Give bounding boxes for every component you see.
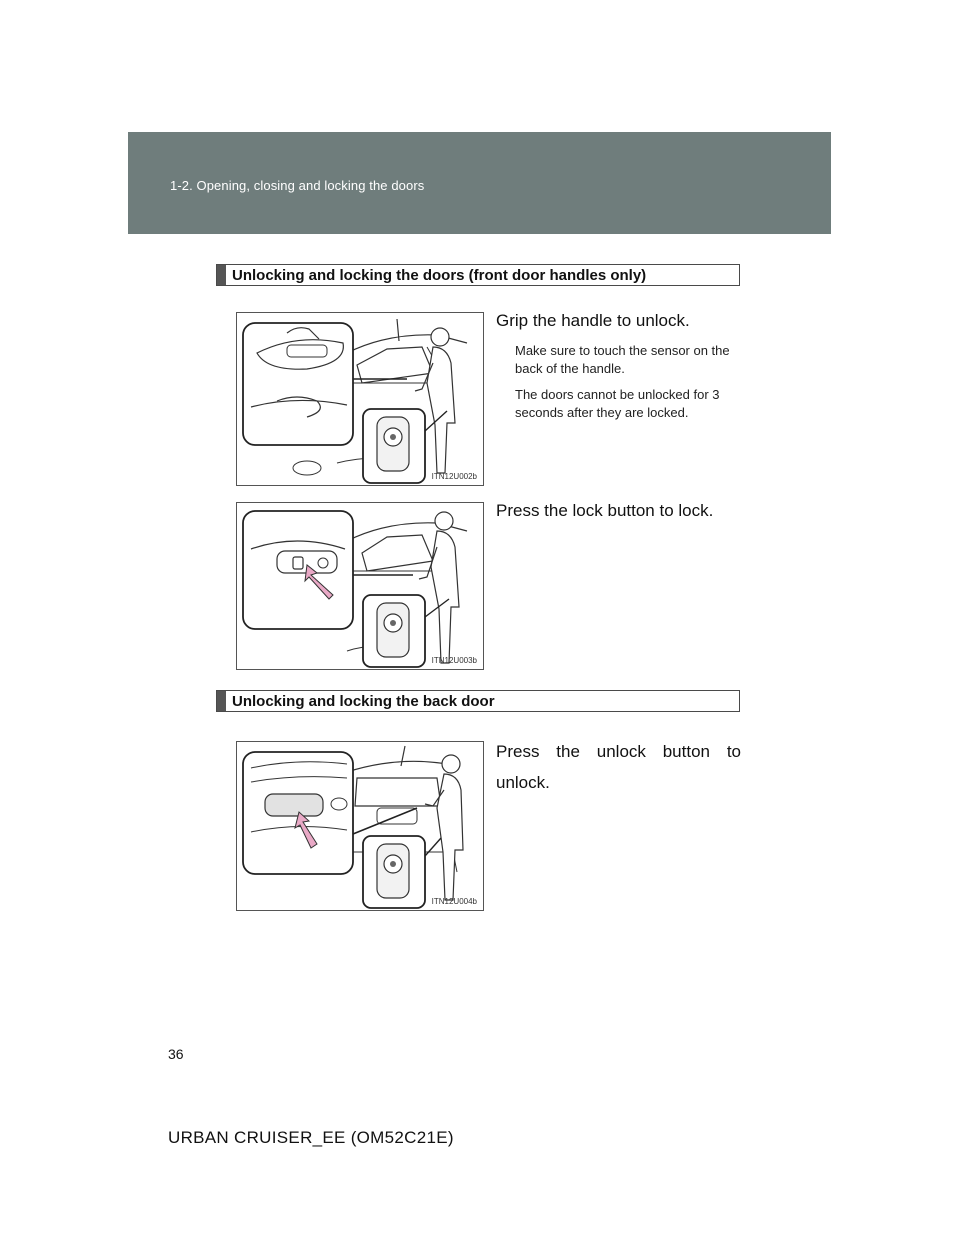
section-heading-back-door [216, 690, 740, 712]
section-heading-text: Unlocking and locking the back door [232, 692, 495, 710]
chapter-title: 1-2. Opening, closing and locking the doors [170, 178, 425, 193]
step-text-back-door-unlock: Press the unlock button to unlock. [496, 742, 741, 792]
note-sensor: Make sure to touch the sensor on the back of the handle. [515, 343, 730, 376]
section-heading-front-doors [216, 264, 740, 286]
chapter-header [128, 132, 831, 234]
section-heading-text: Unlocking and locking the doors (front door handles only) [232, 266, 647, 284]
figure-code: ITN12U003b [431, 656, 477, 665]
figure-code: ITN12U004b [431, 897, 477, 906]
illustration-grip-handle [237, 313, 483, 485]
illustration-lock-button [237, 503, 483, 669]
heading-marker [217, 265, 226, 285]
footer-model: URBAN CRUISER_EE (OM52C21E) [168, 1128, 454, 1147]
figure-grip-handle-unlock [236, 312, 484, 486]
figure-back-door-unlock [236, 741, 484, 911]
note-lock-delay: The doors cannot be unlocked for 3 seconds after they are locked. [515, 387, 720, 420]
figure-code: ITN12U002b [431, 472, 477, 481]
illustration-back-door [237, 742, 483, 910]
heading-marker [217, 691, 226, 711]
step-text-grip-handle: Grip the handle to unlock. [496, 311, 690, 330]
figure-press-lock-button [236, 502, 484, 670]
step-text-press-lock: Press the lock button to lock. [496, 501, 714, 520]
page-number: 36 [168, 1046, 184, 1062]
